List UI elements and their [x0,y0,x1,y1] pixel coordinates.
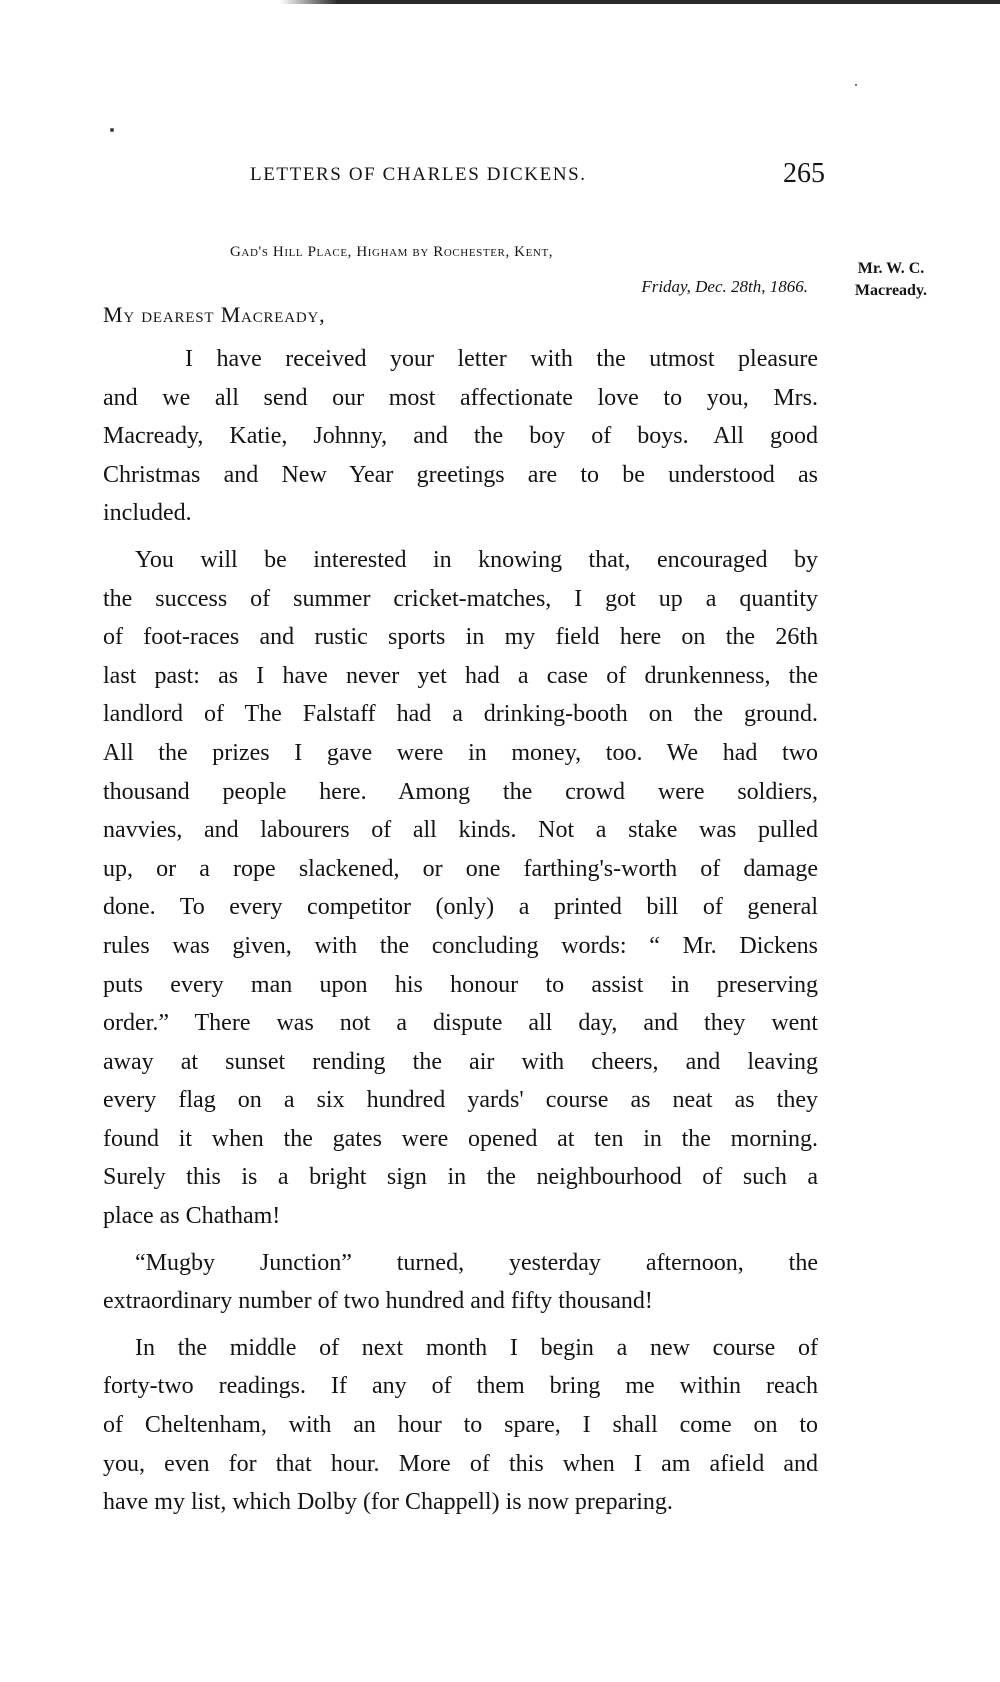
text-line: forty-two readings. If any of them bring me within reach [103,1373,818,1400]
paragraph [103,1329,818,1522]
text-line: You will be interested in knowing that, encouraged by [135,546,818,573]
text-line: In the middle of next month I begin a new course of [135,1334,818,1361]
letter-address: Gad's Hill Place, Higham by Rochester, Kent, [230,244,554,260]
letter-date: Friday, Dec. 28th, 1866. [641,277,808,296]
text-line: Surely this is a bright sign in the neighbourhood of such a [103,1164,818,1191]
margin-note-line: Macready. [854,282,928,299]
text-line: of Cheltenham, with an hour to spare, I shall come on to [103,1412,818,1439]
text-line: order.” There was not a dispute all day, and they went [103,1010,818,1037]
text-line: Christmas and New Year greetings are to be understood as [103,461,818,488]
text-line: “Mugby Junction” turned, yesterday afternoon, the [135,1249,818,1276]
margin-note-recipient [836,258,946,302]
margin-note-line: Mr. W. C. [857,260,925,277]
page-number: 265 [783,158,825,189]
page-top-edge [280,0,1000,4]
letter-body [103,340,818,1522]
text-line: included. [103,500,192,527]
text-line: extraordinary number of two hundred and fifty thousand! [103,1288,653,1315]
text-line: place as Chatham! [103,1203,281,1230]
letter-salutation: My dearest Macready, [103,302,326,327]
text-line: I have received your letter with the utmost pleasure [185,346,818,372]
text-line: and we all send our most affectionate love to you, Mrs. [103,384,818,411]
text-line: the success of summer cricket-matches, I got up a quantity [103,585,818,612]
text-line: Macready, Katie, Johnny, and the boy of boys. All good [103,423,818,450]
text-line: rules was given, with the concluding words: “ Mr. Dickens [103,932,818,959]
text-line: thousand people here. Among the crowd were soldiers, [103,778,818,805]
paragraph [103,1244,818,1321]
paragraph [103,541,818,1236]
text-line: up, or a rope slackened, or one farthing's-worth of damage [103,855,818,882]
text-line: away at sunset rending the air with cheers, and leaving [103,1048,818,1075]
running-title: LETTERS OF CHARLES DICKENS. [250,164,587,185]
text-line: landlord of The Falstaff had a drinking-booth on the ground. [103,701,818,728]
print-speck [110,128,114,132]
paragraph [103,340,818,533]
text-line: puts every man upon his honour to assist in preserving [103,971,818,998]
paragraph-gap [103,533,818,541]
text-line: have my list, which Dolby (for Chappell) is now preparing. [103,1489,673,1516]
text-line: done. To every competitor (only) a printed bill of general [103,894,818,921]
running-head [240,158,825,198]
text-line: navvies, and labourers of all kinds. Not a stake was pulled [103,817,818,844]
text-line: All the prizes I gave were in money, too. We had two [103,739,818,766]
text-line: last past: as I have never yet had a case of drunkenness, the [103,662,818,689]
text-line: you, even for that hour. More of this when I am afield and [103,1450,818,1477]
text-line: of foot-races and rustic sports in my field here on the 26th [103,624,818,651]
text-line: every flag on a six hundred yards' course as neat as they [103,1087,818,1114]
paragraph-gap [103,1236,818,1244]
text-line: found it when the gates were opened at ten in the morning. [103,1125,818,1152]
paragraph-gap [103,1321,818,1329]
print-speck [855,84,857,86]
